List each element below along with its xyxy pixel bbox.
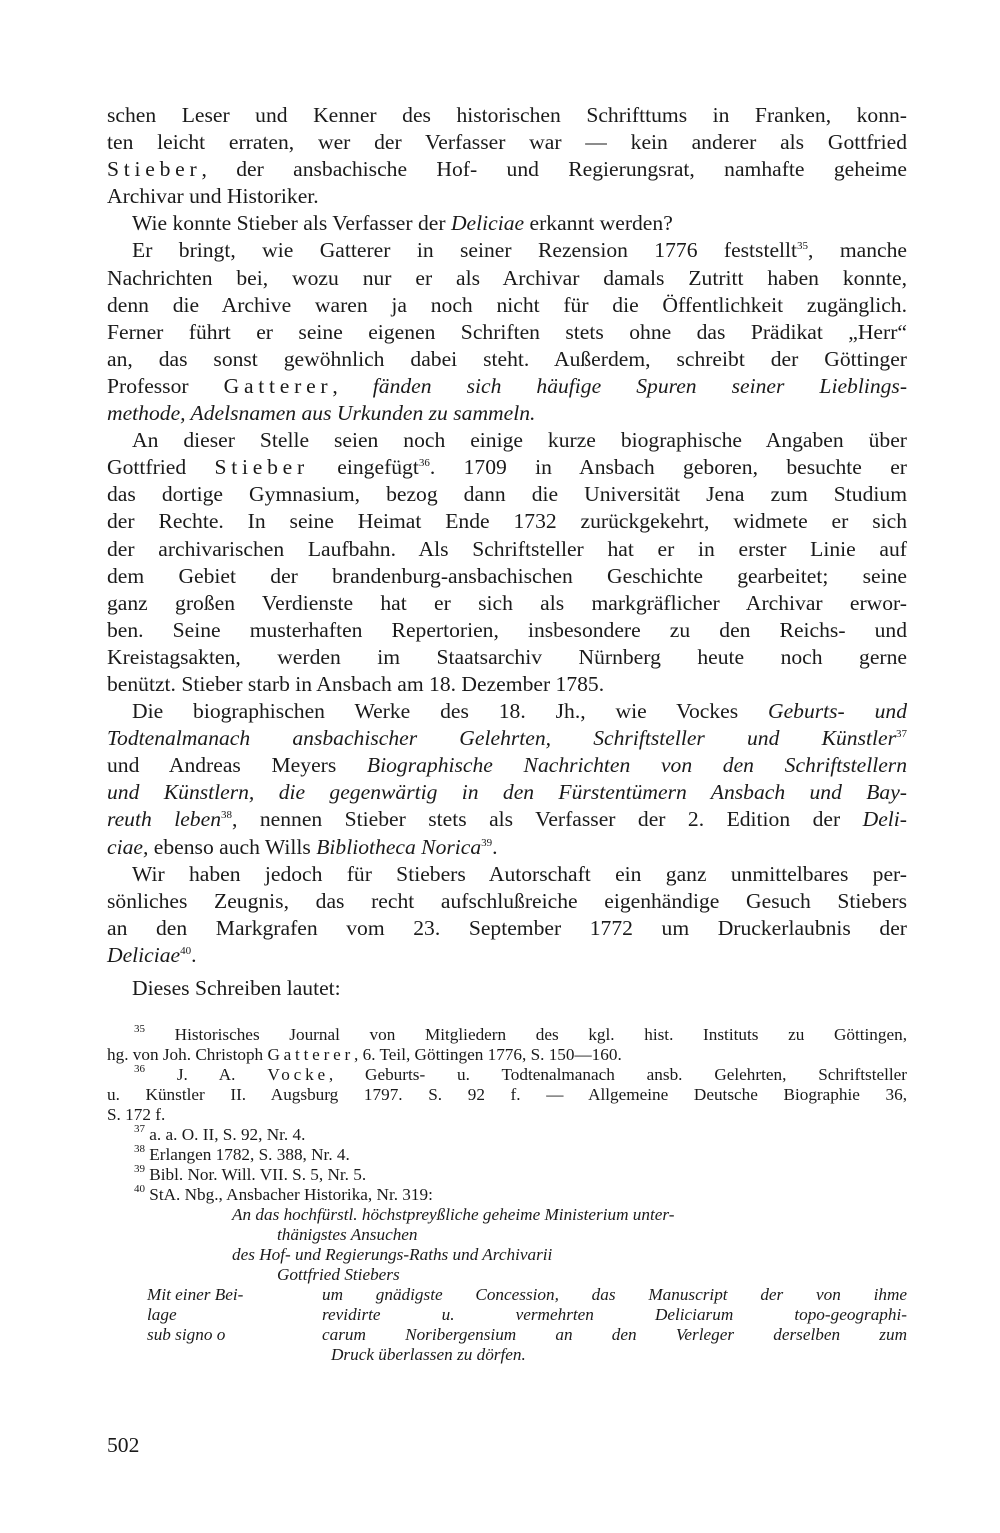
paragraph-4 (107, 427, 907, 698)
footnote-line (107, 1045, 907, 1065)
paragraph-5 (107, 698, 907, 861)
footnote-line: u. Künstler II. Augsburg 1797. S. 92 f. — Allgemeine Deutsche Biographie 36, (107, 1085, 907, 1105)
footnote-number: 38 (134, 1143, 145, 1156)
text-line (107, 237, 907, 264)
italic-title: Biographische Nachrichten von den Schriftstellern (366, 753, 907, 778)
italic-title: Todtenalmanach ansbachischer Gelehrten, Schriftsteller und Künstler (107, 726, 896, 751)
paragraph-6 (107, 861, 907, 969)
text-line: ten leicht erraten, wer der Verfasser war — kein anderer als Gottfried (107, 130, 907, 155)
text-run: und Andreas Meyers (107, 753, 367, 778)
text-line (107, 752, 907, 779)
footnote-ref: 40 (180, 944, 192, 957)
italic-title: reuth leben (107, 807, 221, 832)
text-line: benützt. Stieber starb in Ansbach am 18. Dezember 1785. (107, 671, 605, 696)
footnote-line: S. 172 f. (107, 1105, 166, 1125)
text-line: schen Leser und Kenner des historischen Schrifttums in Franken, konn- (107, 103, 907, 127)
spaced-name: Vocke (267, 1065, 329, 1085)
italic-title: ciae, (107, 834, 149, 859)
paragraph-7: Dieses Schreiben lautet: (132, 976, 341, 1000)
spaced-name: Gatterer (223, 373, 333, 398)
text-run: Die biographischen Werke des 18. Jh., wie Vockes (132, 699, 768, 724)
quote-columns (107, 1285, 907, 1365)
archival-quote (107, 1205, 907, 1365)
text-line: ganz großen Verdienste hat er sich als markgräflicher Archivar erwor- (107, 590, 907, 615)
text-line: sönliches Zeugnis, das recht aufschlußreiche eigenhändige Gesuch Stiebers (107, 888, 907, 913)
footnote-line (107, 1065, 907, 1085)
footnote-number: 39 (134, 1163, 145, 1176)
footnote-ref: 37 (896, 728, 907, 741)
quote-line: Gottfried Stiebers (277, 1265, 400, 1285)
footnote-ref: 35 (797, 240, 809, 253)
text-run: Wie konnte Stieber als Verfasser der (132, 211, 451, 236)
paragraph-3 (107, 237, 907, 427)
text-run: J. A. (145, 1065, 268, 1085)
footnote-36 (107, 1065, 907, 1125)
footnotes (107, 1025, 907, 1365)
text-run: Er bringt, wie Gatterer in seiner Rezension 1776 feststellt (132, 238, 798, 263)
text-run: , nennen Stieber stets als Verfasser der 2. Edition der (232, 807, 863, 832)
quote-line: um gnädigste Concession, das Manuscript der von ihme (322, 1285, 907, 1305)
text-line: das dortige Gymnasium, bezog dann die Universität Jena zum Studium (107, 482, 907, 507)
text-line (107, 942, 907, 969)
text-line (107, 156, 907, 183)
text-line: Ferner führt er seine eigenen Schriften stets ohne das Prädikat „Herr“ (107, 319, 907, 344)
quote-line: An das hochfürstl. höchstpreyßliche geheime Ministerium unter- (232, 1205, 675, 1225)
quote-line: sub signo o (147, 1325, 226, 1345)
text-run: , 6. Teil, Göttingen 1776, S. 150—160. (354, 1045, 622, 1065)
text-line (107, 210, 907, 237)
text-run: , (332, 373, 373, 398)
text-line: der Rechte. In seine Heimat Ende 1732 zurückgekehrt, widmete er sich (107, 509, 907, 534)
quote-request (322, 1285, 907, 1365)
text-run: Erlangen 1782, S. 388, Nr. 4. (145, 1145, 350, 1165)
text-run: , der ansbachische Hof- und Regierungsrat, namhafte geheime (201, 157, 907, 182)
footnote-number: 40 (134, 1183, 145, 1196)
text-line: an den Markgrafen vom 23. September 1772 um Druckerlaubnis der (107, 915, 907, 940)
text-line: An dieser Stelle seien noch einige kurze biographische Angaben über (132, 428, 907, 453)
footnote-ref: 36 (418, 457, 430, 470)
footnote-35 (107, 1025, 907, 1065)
spaced-name: Stieber (107, 157, 202, 182)
text-run: Gottfried (107, 455, 215, 480)
text-run: , manche (808, 238, 907, 263)
page-number: 502 (107, 1433, 140, 1457)
italic-title: Geburts- und (767, 699, 907, 724)
text-run: Historisches Journal von Mitgliedern des kgl. hist. Instituts zu Göttingen, (145, 1025, 907, 1045)
text-run: a. a. O. II, S. 92, Nr. 4. (145, 1125, 306, 1145)
text-line: ben. Seine musterhaften Repertorien, insbesondere zu den Reichs- und (107, 617, 907, 642)
paragraph-2 (107, 210, 907, 237)
quote-line: Druck überlassen zu dörfen. (331, 1345, 526, 1365)
text-line (107, 834, 907, 861)
text-run: hg. von Joh. Christoph (107, 1045, 268, 1065)
footnote-39 (107, 1165, 907, 1185)
text-run: Professor (107, 373, 224, 398)
footnote-line (107, 1025, 907, 1045)
text-line: Nachrichten bei, wozu nur er als Archivar damals Zutritt haben konnte, (107, 265, 907, 290)
paragraph-1 (107, 102, 907, 210)
text-run: , Geburts- u. Todtenalmanach ansb. Gelehrten, Schriftsteller (328, 1065, 908, 1085)
quote-line: carum Noribergensium an den Verleger derselben zum (322, 1325, 907, 1345)
quote-margin-note (107, 1285, 322, 1365)
text-line: dem Gebiet der brandenburg-ansbachischen Geschichte gearbeitet; seine (107, 563, 907, 588)
text-run: . (191, 942, 197, 967)
text-line (107, 373, 907, 400)
quote-line: des Hof- und Regierungs-Raths und Archivarii (232, 1245, 553, 1265)
text-line: Archivar und Historiker. (107, 184, 319, 209)
text-line (107, 454, 907, 481)
text-line: Kreistagsakten, werden im Staatsarchiv Nürnberg heute noch gerne (107, 644, 907, 669)
text-line (107, 698, 907, 725)
spaced-name: Stieber (214, 455, 309, 480)
text-run: . 1709 in Ansbach geboren, besuchte er (429, 455, 907, 480)
text-line (107, 725, 907, 752)
text-run: erkannt werden? (524, 211, 673, 236)
text-run: . (492, 834, 498, 859)
footnote-number: 37 (134, 1123, 145, 1136)
text-line: denn die Archive waren ja noch nicht für die Öffentlichkeit zugänglich. (107, 292, 907, 317)
text-line (107, 400, 907, 427)
italic-quote: fänden sich häufige Spuren seiner Lieblings- (372, 373, 908, 398)
footnote-number: 36 (134, 1063, 145, 1076)
italic-title: Deliciae (107, 942, 181, 967)
footnote-37 (107, 1125, 907, 1145)
text-line: Wir haben jedoch für Stiebers Autorschaft ein ganz unmittelbares per- (132, 861, 907, 886)
italic-title: und Künstlern, die gegenwärtig in den Fürstentümern Ansbach und Bay- (107, 780, 907, 805)
italic-title: Bibliotheca Norica (316, 834, 482, 859)
text-run: eingefügt (308, 455, 419, 480)
text-run: ebenso auch Wills (148, 834, 317, 859)
text-line (107, 806, 907, 833)
quote-line: revidirte u. vermehrten Deliciarum topo-geographi- (322, 1305, 907, 1325)
text-run: StA. Nbg., Ansbacher Historika, Nr. 319: (145, 1185, 433, 1205)
italic-title: Deli- (862, 807, 907, 832)
page (107, 102, 907, 1365)
footnote-ref: 39 (481, 836, 493, 849)
footnote-38 (107, 1145, 907, 1165)
footnote-40 (107, 1185, 907, 1205)
quote-line: thänigstes Ansuchen (277, 1225, 418, 1245)
text-line: der archivarischen Laufbahn. Als Schriftsteller hat er in erster Linie auf (107, 536, 907, 561)
footnote-number: 35 (134, 1023, 145, 1036)
italic-quote: methode, Adelsnamen aus Urkunden zu sammeln. (107, 401, 536, 426)
quote-line: Mit einer Bei- (147, 1285, 244, 1305)
footnote-ref: 38 (221, 809, 232, 822)
text-run: Bibl. Nor. Will. VII. S. 5, Nr. 5. (145, 1165, 367, 1185)
text-line (107, 779, 907, 806)
spaced-name: Gatterer (267, 1045, 355, 1065)
text-line: an, das sonst gewöhnlich dabei steht. Außerdem, schreibt der Göttinger (107, 346, 907, 371)
italic-title: Deliciae (450, 211, 525, 236)
quote-line: lage (147, 1305, 177, 1325)
